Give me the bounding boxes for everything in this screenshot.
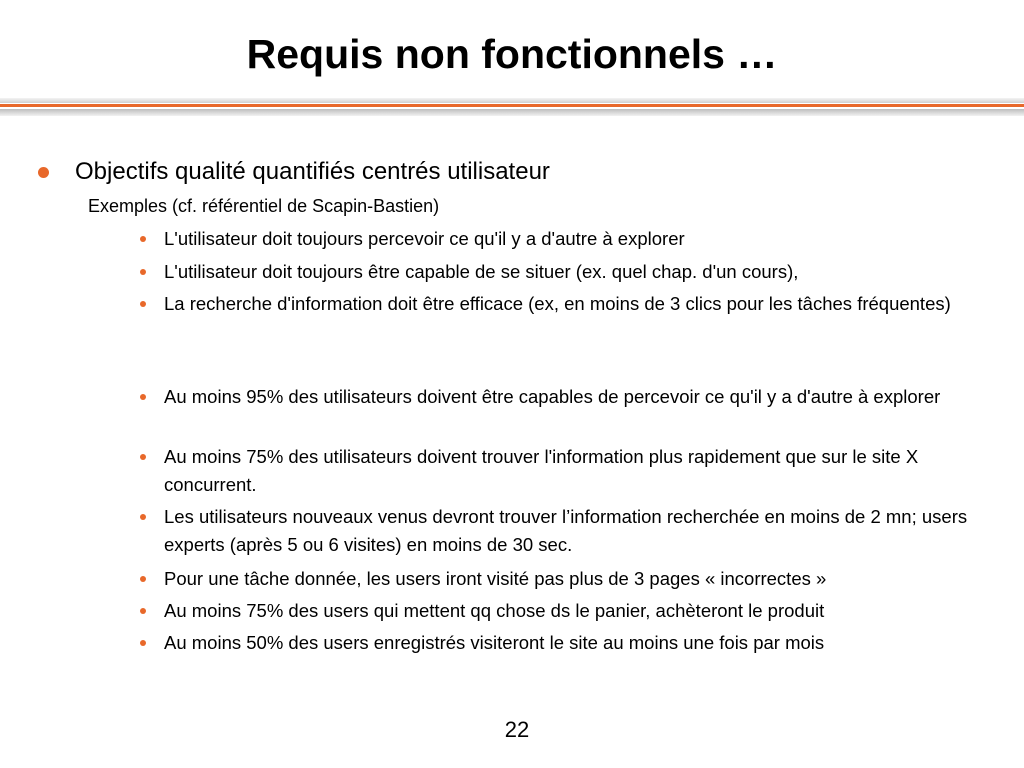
small-bullet-icon [140, 640, 146, 646]
list-item [164, 383, 964, 411]
list-item [164, 443, 1014, 499]
list-item [164, 597, 1014, 625]
list-item-text: Au moins 50% des users enregistrés visiteront le site au moins une fois par mois [164, 632, 825, 653]
list-item [164, 225, 1014, 253]
list-item-text: Au moins 75% des users qui mettent qq chose ds le panier, achèteront le produit [164, 600, 825, 621]
small-bullet-icon [140, 394, 146, 400]
bullet-level1-text: Objectifs qualité quantifiés centrés utilisateur [75, 158, 550, 185]
list-item-text: La recherche d'information doit être efficace (ex, en moins de 3 clics pour les tâches fréquentes) [164, 293, 951, 314]
small-bullet-icon [140, 301, 146, 307]
list-item-text: L'utilisateur doit toujours percevoir ce qu'il y a d'autre à explorer [164, 228, 685, 249]
list-item-text: Au moins 75% des utilisateurs doivent trouver l'information plus rapidement que sur le site X concurrent. [164, 446, 919, 495]
small-bullet-icon [140, 454, 146, 460]
divider-accent-line [0, 104, 1024, 107]
list-item [164, 503, 1009, 559]
list-item-text: Au moins 95% des utilisateurs doivent être capables de percevoir ce qu'il y a d'autre à explorer [164, 386, 941, 407]
round-bullet-icon [38, 167, 49, 178]
list-item-text: L'utilisateur doit toujours être capable de se situer (ex. quel chap. d'un cours), [164, 261, 799, 282]
list-item [164, 290, 964, 318]
list-item-text: Pour une tâche donnée, les users iront visité pas plus de 3 pages « incorrectes » [164, 568, 827, 589]
list-item-text: Les utilisateurs nouveaux venus devront trouver l’information recherchée en moins de 2 mn; users experts (après 5 ou 6 visites) en moins de 30 sec. [164, 506, 968, 555]
list-item [164, 629, 1014, 657]
slide-title: Requis non fonctionnels … [246, 31, 778, 77]
small-bullet-icon [140, 608, 146, 614]
small-bullet-icon [140, 269, 146, 275]
page-number: 22 [504, 717, 530, 742]
divider-top-band [0, 98, 1024, 103]
small-bullet-icon [140, 236, 146, 242]
list-item [164, 258, 1014, 286]
small-bullet-icon [140, 514, 146, 520]
small-bullet-icon [140, 576, 146, 582]
title-divider [0, 98, 1024, 118]
list-item [164, 565, 1014, 593]
divider-bottom-band [0, 109, 1024, 116]
subheading-examples: Exemples (cf. référentiel de Scapin-Bastien) [88, 196, 440, 216]
